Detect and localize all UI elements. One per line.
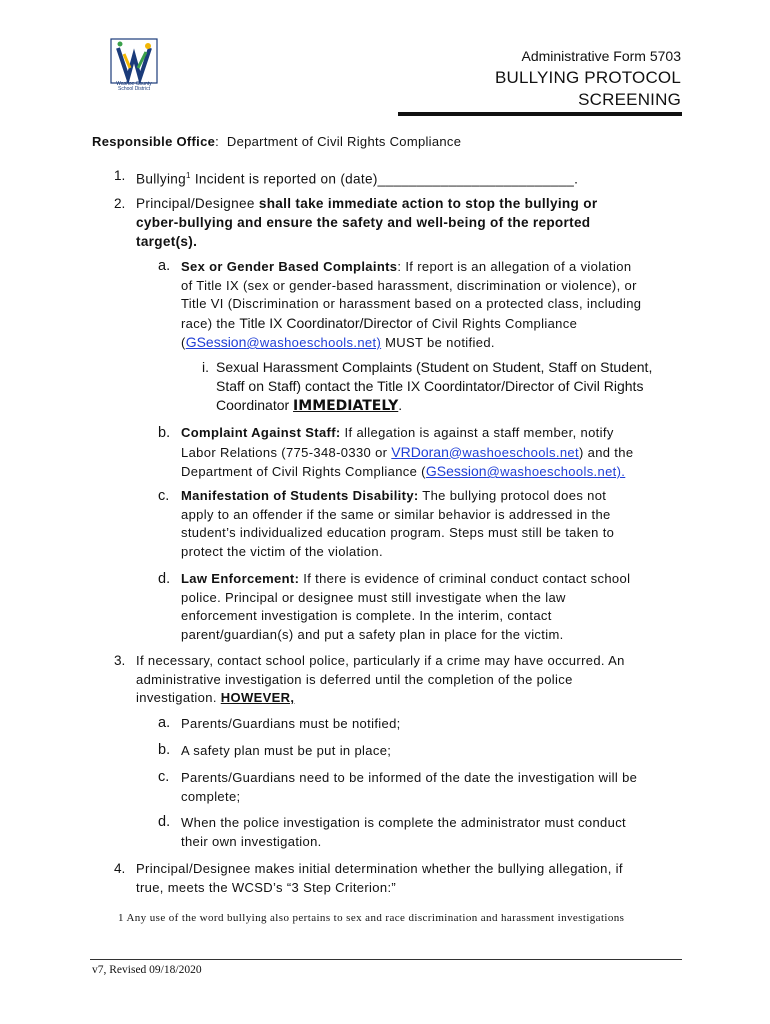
gsession-email-link[interactable] — [186, 335, 381, 350]
item-2a-line4-rest: of Civil Rights Compliance — [412, 315, 578, 331]
item-2c-heading: Manifestation of Students Disability: — [181, 488, 419, 503]
item-1-text: Bullying — [136, 171, 187, 187]
item-3-line2: administrative investigation is deferred until the completion of the police — [136, 671, 573, 687]
item-3d — [181, 814, 626, 851]
item-2-text: Principal/Designee — [136, 196, 259, 211]
item-2b-letter: b. — [158, 425, 171, 441]
footnote: 1 Any use of the word bullying also pertains to sex and race discrimination and harassment investigations — [118, 912, 625, 924]
item-2d-letter: d. — [158, 571, 171, 587]
item-3c-letter: c. — [158, 769, 170, 785]
form-number: Administrative Form 5703 — [521, 48, 681, 64]
item-2-number: 2. — [114, 196, 126, 211]
footnote-ref[interactable]: 1 — [186, 171, 191, 180]
item-4-line1: Principal/Designee makes initial determination whether the bullying allegation, if — [136, 861, 623, 876]
item-2a-i-line2: Staff on Staff) contact the Title IX Coordintator/Director of Civil Rights — [216, 378, 644, 394]
gsession-email-link-2[interactable] — [426, 464, 625, 479]
item-3-line3: investigation. — [136, 690, 221, 705]
item-2a-line4: race) the — [181, 315, 240, 331]
item-4-line2: true, meets the WCSD’s “3 Step Criterion:” — [136, 879, 397, 895]
responsible-office-value: Department of Civil Rights Compliance — [226, 134, 462, 149]
item-2-bold-line3: target(s). — [136, 234, 198, 249]
item-2c-line3: student’s individualized education program. Steps must still be taken to — [181, 525, 615, 540]
item-2a-line1: : If report is an allegation of a violation — [397, 259, 632, 274]
email-user: GSession — [425, 463, 487, 479]
item-3b-letter: b. — [158, 742, 171, 758]
item-2d-heading: Law Enforcement: — [181, 571, 300, 586]
item-3c-line1: Parents/Guardians need to be informed of the date the investigation will be — [181, 770, 638, 785]
however-emphasis: HOWEVER, — [220, 690, 295, 705]
item-2b-line2-rest: ) and the — [578, 444, 634, 460]
item-2a-paren: ( — [181, 335, 186, 350]
item-2c — [181, 487, 614, 561]
vrdoran-email-link[interactable] — [391, 445, 579, 460]
item-3-number: 3. — [114, 653, 126, 668]
item-2c-line4: protect the victim of the violation. — [181, 543, 383, 559]
item-2a-i-number: i. — [202, 359, 209, 375]
item-2-bold-line1: shall take immediate action to stop the bullying or — [258, 196, 598, 211]
item-2b-line1: If allegation is against a staff member, notify — [340, 425, 614, 440]
immediately-emphasis: IMMEDIATELY — [293, 398, 399, 414]
item-2-bold-line2: cyber-bullying and ensure the safety and well-being of the reported — [136, 215, 591, 230]
revision-footer: v7, Revised 09/18/2020 — [92, 964, 202, 976]
item-2a-line5-rest: MUST be notified. — [381, 335, 495, 350]
item-2a-line2: of Title IX (sex or gender-based harassment, discrimination or violence), or — [181, 277, 637, 293]
item-2c-line1: The bullying protocol does not — [418, 488, 607, 503]
item-2c-line2: apply to an offender if the same or similar behavior is addressed in the — [181, 506, 611, 522]
item-2d-line4: parent/guardian(s) and put a safety plan in place for the victim. — [181, 626, 564, 642]
item-2d — [181, 570, 630, 644]
email-user: GSession — [185, 334, 247, 350]
item-2a-letter: a. — [158, 258, 171, 274]
email-domain: @washoeschools.net — [448, 444, 579, 460]
item-1-date-field: Incident is reported on (date)_________________________. — [190, 171, 579, 187]
item-2a-i-line1: Sexual Harassment Complaints (Student on Student, Staff on Student, — [216, 359, 653, 375]
item-3c — [181, 769, 637, 806]
item-2b-line3: Department of Civil Rights Compliance ( — [181, 464, 426, 479]
item-2a-line3: Title VI (Discrimination or harassment based on a protected class, including — [181, 296, 642, 311]
item-3 — [136, 652, 625, 708]
item-3b: A safety plan must be put in place; — [181, 743, 392, 758]
item-2a-heading: Sex or Gender Based Complaints — [181, 259, 398, 274]
item-3c-line2: complete; — [181, 788, 241, 804]
item-2d-line1: If there is evidence of criminal conduct contact school — [299, 571, 631, 586]
item-4-number: 4. — [114, 861, 126, 876]
logo-caption: Washoe County School District — [116, 81, 152, 92]
item-1-number: 1. — [114, 168, 126, 183]
item-2b-line2: Labor Relations (775-348-0330 or — [181, 444, 392, 460]
item-2a-i-period: . — [398, 397, 403, 413]
item-2b-heading: Complaint Against Staff: — [181, 425, 341, 440]
email-user: VRDoran — [391, 443, 449, 460]
item-2 — [136, 194, 597, 251]
responsible-office-label: Responsible Office — [92, 134, 216, 149]
item-2b — [181, 424, 633, 482]
item-3d-line1: When the police investigation is complete the administrator must conduct — [181, 815, 627, 830]
item-2a-i-line3: Coordinator — [216, 397, 294, 413]
item-2c-letter: c. — [158, 488, 170, 504]
item-3a: Parents/Guardians must be notified; — [181, 716, 401, 731]
item-3d-line2: their own investigation. — [181, 833, 322, 849]
footer-divider — [90, 959, 682, 960]
header-divider — [398, 112, 682, 116]
item-3-line1: If necessary, contact school police, particularly if a crime may have occurred. An — [136, 653, 625, 668]
item-2d-line3: enforcement investigation is complete. In the interim, contact — [181, 608, 552, 623]
item-3d-letter: d. — [158, 814, 171, 830]
responsible-office: Responsible Office: Department of Civil Rights Compliance — [92, 134, 462, 149]
item-4 — [136, 860, 623, 897]
item-2d-line2: police. Principal or designee must still investigate when the law — [181, 589, 566, 605]
title-ix-coordinator: Title IX Coordinator/Director — [239, 314, 413, 331]
email-domain: @washoeschools.net). — [486, 464, 626, 479]
email-domain: @washoeschools.net) — [246, 335, 382, 350]
item-1 — [136, 166, 578, 189]
item-3a-letter: a. — [158, 715, 171, 731]
item-2a — [181, 258, 641, 353]
form-title-line1: BULLYING PROTOCOL — [494, 68, 681, 87]
item-2a-i — [216, 358, 652, 416]
form-title-line2: SCREENING — [578, 90, 681, 109]
